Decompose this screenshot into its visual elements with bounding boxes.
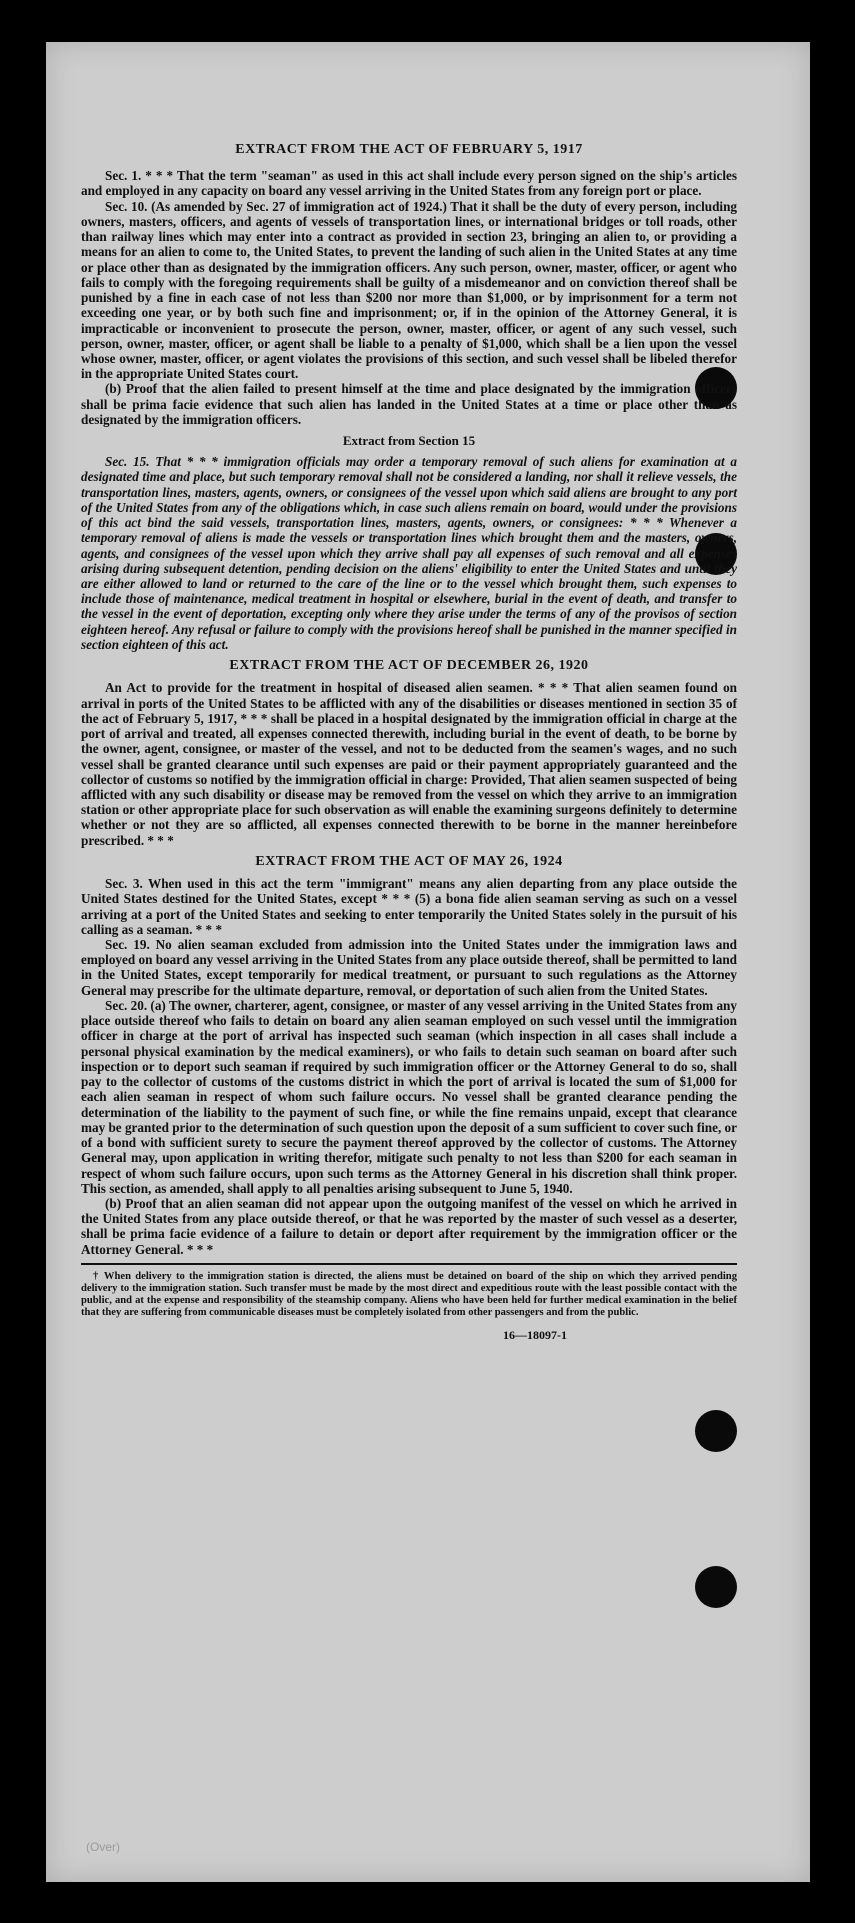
form-code: 16—18097-1 [503, 1327, 567, 1342]
paragraph: Sec. 10. (As amended by Sec. 27 of immigration act of 1924.) That it shall be the duty of every person, including owners, masters, officers, and agents of vessels of transportation lines, or international bridges or toll roads, other than railway lines which may enter into a contract as provided in section 23, bringing an alien to, or providing a means for an alien to come to, the United States, to prevent the landing of such alien in the United States at any time or place other than as designated by the immigration officers. Any such person, owner, master, officer, or agent who fails to comply with the foregoing requirements shall be guilty of a misdemeanor and on conviction thereof shall be punished by a fine in each case of not less than $200 nor more than $1,000, or by imprisonment for a term not exceeding one year, or by both such fine and imprisonment; or, if in the opinion of the Attorney General, it is impracticable or inconvenient to prosecute the person, owner, master, officer, or agent of any such vessel, such person, owner, master, officer, or agent shall be liable to a penalty of $1,000, which shall be a lien upon the vessel whose owner, master, officer, or agent violates the provisions of this section, and such vessel shall be libeled therefor in the appropriate United States court. [81, 198, 737, 382]
punch-hole [695, 1566, 737, 1608]
paragraph: Sec. 15. That * * * immigration officials may order a temporary removal of such aliens for examination at a designated time and place, but such temporary removal shall not be considered a landing, nor shall it relieve vessels, the transportation lines, masters, agents, owners, or consignees of the vessel upon which said aliens are brought to any port of the United States from any of the obligations which, in case such aliens remain on board, would under the provisions of this act bind the said vessels, transportation lines, masters, agents, owners, or consignees: * * * Whenever a temporary removal of aliens is made the vessels or transportation lines which brought them and the masters, owners, agents, and consignees of the vessel upon which they arrive shall pay all expenses of such removal and all expenses arising during subsequent detention, pending decision on the aliens' eligibility to enter the United States and until they are either allowed to land or returned to the care of the line or to the vessel which brought them, such expenses to include those of maintenance, medical treatment in hospital or elsewhere, burial in the event of death, and transfer to the vessel in the event of deportation, excepting only where they arise under the terms of any of the provisos of section eighteen hereof. Any refusal or failure to comply with the provisions hereof shall be punished in the manner specified in section eighteen of this act. [81, 454, 737, 652]
punch-hole [695, 1410, 737, 1452]
heading-act-1917: EXTRACT FROM THE ACT OF FEBRUARY 5, 1917 [235, 142, 583, 157]
document-body [81, 142, 737, 1343]
paragraph: Sec. 20. (a) The owner, charterer, agent, consignee, or master of any vessel arriving in the United States from any place outside thereof who fails to detain on board any alien seaman employed on such vessel until the immigration officer in charge at the port of arrival has inspected such seaman (which inspection in all cases shall include a personal physical examination by the medical examiners), or who fails to detain such seaman on board after such inspection or to deport such seaman if required by such immigration officer or the Attorney General to do so, shall pay to the collector of customs of the customs district in which the port of arrival is located the sum of $1,000 for each alien seaman in respect of whom such failure occurs. No vessel shall be granted clearance pending the determination of the liability to the payment of such fine, or while the fine remains unpaid, except that clearance may be granted prior to the determination of such question upon the deposit of a sum sufficient to cover such fine, or of a bond with sufficient surety to secure the payment thereof approved by the collector of customs. The Attorney General may, upon application in writing therefor, mitigate such penalty to not less than $200 for each seaman in respect of whom such failure occurs, upon such terms as the Attorney General in his discretion shall think proper. This section, as amended, shall apply to all penalties arising subsequent to June 5, 1940. [81, 997, 737, 1196]
paragraph: Sec. 19. No alien seaman excluded from admission into the United States under the immigration laws and employed on board any vessel arriving in the United States from any place outside thereof, shall be permitted to land in the United States, except temporarily for medical treatment, or pursuant to such regulations as the Attorney General may prescribe for the ultimate departure, removal, or deportation of such alien from the United States. [81, 937, 737, 998]
paragraph: An Act to provide for the treatment in hospital of diseased alien seamen. * * * That alien seamen found on arrival in ports of the United States to be afflicted with any of the disabilities or diseases mentioned in section 35 of the act of February 5, 1917, * * * shall be placed in a hospital designated by the immigration official in charge at the port of arrival and treated, all expenses connected therewith, including burial in the event of death, to be borne by the owner, agent, consignee, or master of the vessel, and not to be deducted from the seamen's wages, and no such vessel shall be granted clearance until such expenses are paid or their payment appropriately guaranteed and the collector of customs so notified by the immigration official in charge: Provided, That alien seamen suspected of being afflicted with any such disability or disease may be removed from the vessel on which they arrive to an immigration station or other appropriate place for such observation as will enable the examining surgeons definitely to determine whether or not they are so afflicted, all expenses connected therewith to be borne in the manner hereinbefore prescribed. * * * [81, 680, 737, 848]
footnote [81, 1263, 737, 1319]
paragraph: Sec. 1. * * * That the term "seaman" as used in this act shall include every person signed on the ship's articles and employed in any capacity on board any vessel arriving in the United States from any foreign port or place. [81, 168, 737, 199]
footnote-text: † When delivery to the immigration station is directed, the aliens must be detained on board of the ship on which they arrived pending delivery to the immigration station. Such transfer must be made by the most direct and expeditious route with the least possible contact with the public, and at the expense and responsibility of the steamship company. Aliens who have been held for further medical examination in the belief that they are suffering from communicable diseases must be completely isolated from other passengers and from the public. [81, 1270, 737, 1318]
paragraph: (b) Proof that the alien failed to present himself at the time and place designated by the immigration officers shall be prima facie evidence that such alien has landed in the United States at a time or place other than as designated by the immigration officers. [81, 381, 737, 427]
heading-act-1920: EXTRACT FROM THE ACT OF DECEMBER 26, 1920 [229, 658, 589, 674]
marginal-note: (Over) [86, 1840, 120, 1854]
paragraph: Sec. 3. When used in this act the term "immigrant" means any alien departing from any place outside the United States destined for the United States, except * * * (5) a bona fide alien seaman serving as such on a vessel arriving at a port of the United States and seeking to enter temporarily the United States solely in the pursuit of his calling as a seaman. * * * [81, 876, 737, 937]
paragraph: (b) Proof that an alien seaman did not appear upon the outgoing manifest of the vessel on which he arrived in the United States from any place outside thereof, or that he was reported by the master of such vessel as a deserter, shall be prima facie evidence of a failure to detain or deport after requirement by the immigration officer or the Attorney General. * * * [81, 1196, 737, 1257]
heading-act-1924: EXTRACT FROM THE ACT OF MAY 26, 1924 [255, 853, 563, 869]
heading-section-15: Extract from Section 15 [342, 433, 476, 449]
